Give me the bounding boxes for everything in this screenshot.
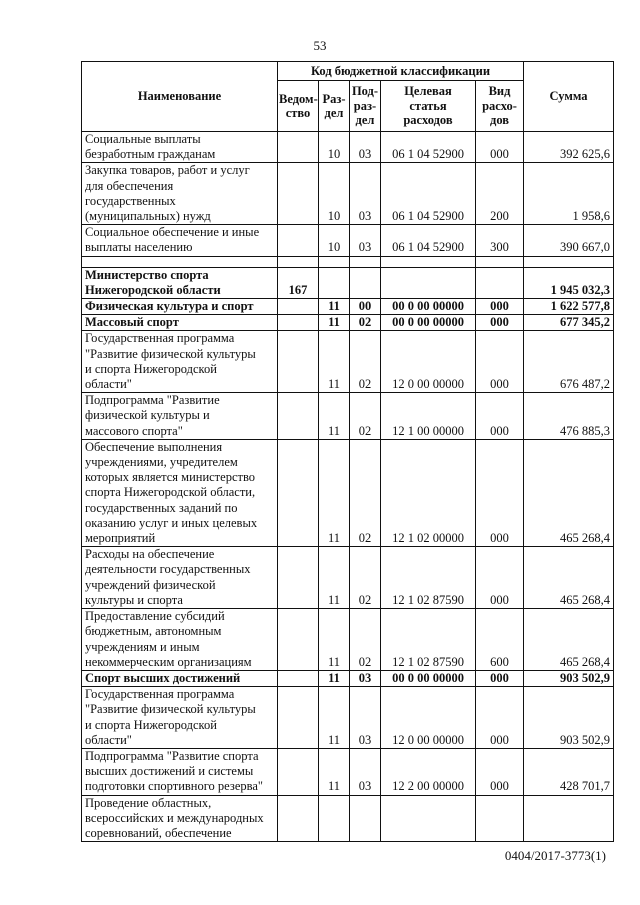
spacer-cell [278, 256, 319, 267]
header-sum: Сумма [524, 62, 614, 132]
row-name: Физическая культура и спорт [82, 299, 278, 315]
header-target-article: Целевая статья расходов [381, 81, 476, 132]
row-vedomstvo [278, 748, 319, 795]
row-vedomstvo [278, 225, 319, 256]
row-expense-type: 000 [476, 315, 524, 331]
row-sum: 392 625,6 [524, 132, 614, 163]
header-podrazdel: Под- раз- дел [350, 81, 381, 132]
row-target-article: 06 1 04 52900 [381, 163, 476, 225]
row-vedomstvo: 167 [278, 267, 319, 298]
row-sum: 465 268,4 [524, 439, 614, 546]
row-name: Предоставление субсидий бюджетным, автономным учреждениям и иным некоммерческим организациям [82, 609, 278, 671]
row-podrazdel [350, 795, 381, 842]
row-name: Подпрограмма "Развитие спорта высших достижений и системы подготовки спортивного резерва" [82, 748, 278, 795]
row-sum: 677 345,2 [524, 315, 614, 331]
row-target-article: 12 1 02 87590 [381, 547, 476, 609]
row-sum: 476 885,3 [524, 393, 614, 440]
table-row [82, 439, 614, 546]
row-razdel [319, 267, 350, 298]
row-podrazdel: 02 [350, 439, 381, 546]
row-expense-type: 000 [476, 547, 524, 609]
row-expense-type: 000 [476, 748, 524, 795]
row-razdel: 11 [319, 748, 350, 795]
row-podrazdel: 03 [350, 687, 381, 749]
row-podrazdel: 03 [350, 225, 381, 256]
row-expense-type: 000 [476, 439, 524, 546]
table-row [82, 163, 614, 225]
row-vedomstvo [278, 299, 319, 315]
budget-table [81, 61, 614, 842]
row-name: Государственная программа "Развитие физической культуры и спорта Нижегородской области" [82, 687, 278, 749]
table-row [82, 547, 614, 609]
row-name: Государственная программа "Развитие физической культуры и спорта Нижегородской области" [82, 331, 278, 393]
row-sum: 903 502,9 [524, 687, 614, 749]
header-expense-type: Вид расхо- дов [476, 81, 524, 132]
table-row [82, 132, 614, 163]
table-row [82, 393, 614, 440]
row-sum: 903 502,9 [524, 670, 614, 686]
row-vedomstvo [278, 670, 319, 686]
row-sum: 428 701,7 [524, 748, 614, 795]
table-row [82, 331, 614, 393]
header-name: Наименование [82, 62, 278, 132]
row-sum: 1 622 577,8 [524, 299, 614, 315]
row-razdel: 11 [319, 299, 350, 315]
row-target-article: 00 0 00 00000 [381, 315, 476, 331]
header-budget-classification: Код бюджетной классификации [278, 62, 524, 81]
spacer-cell [381, 256, 476, 267]
row-vedomstvo [278, 547, 319, 609]
row-podrazdel: 03 [350, 748, 381, 795]
row-razdel [319, 795, 350, 842]
row-target-article: 00 0 00 00000 [381, 670, 476, 686]
row-expense-type: 300 [476, 225, 524, 256]
row-target-article [381, 267, 476, 298]
row-name: Социальное обеспечение и иные выплаты населению [82, 225, 278, 256]
spacer-cell [319, 256, 350, 267]
row-podrazdel: 02 [350, 609, 381, 671]
row-expense-type [476, 267, 524, 298]
row-razdel: 11 [319, 687, 350, 749]
row-target-article: 12 2 00 00000 [381, 748, 476, 795]
row-name: Массовый спорт [82, 315, 278, 331]
row-sum: 465 268,4 [524, 547, 614, 609]
row-expense-type: 000 [476, 670, 524, 686]
row-target-article: 00 0 00 00000 [381, 299, 476, 315]
row-sum: 676 487,2 [524, 331, 614, 393]
row-expense-type [476, 795, 524, 842]
table-row [82, 670, 614, 686]
row-podrazdel: 02 [350, 547, 381, 609]
row-podrazdel: 02 [350, 331, 381, 393]
row-razdel: 11 [319, 609, 350, 671]
table-row [82, 748, 614, 795]
document-code: 0404/2017-3773(1) [504, 848, 606, 863]
row-podrazdel: 00 [350, 299, 381, 315]
page-number: 53 [313, 38, 327, 53]
table-row [82, 687, 614, 749]
row-vedomstvo [278, 439, 319, 546]
row-podrazdel: 03 [350, 132, 381, 163]
row-podrazdel [350, 267, 381, 298]
spacer-cell [350, 256, 381, 267]
row-sum [524, 795, 614, 842]
spacer-row [82, 256, 614, 267]
row-razdel: 11 [319, 315, 350, 331]
row-target-article: 12 1 00 00000 [381, 393, 476, 440]
row-expense-type: 000 [476, 393, 524, 440]
row-podrazdel: 03 [350, 163, 381, 225]
row-sum: 1 958,6 [524, 163, 614, 225]
row-name: Социальные выплаты безработным гражданам [82, 132, 278, 163]
row-name: Министерство спорта Нижегородской области [82, 267, 278, 298]
spacer-cell [524, 256, 614, 267]
row-vedomstvo [278, 315, 319, 331]
row-vedomstvo [278, 393, 319, 440]
row-target-article [381, 795, 476, 842]
row-razdel: 11 [319, 439, 350, 546]
row-razdel: 10 [319, 132, 350, 163]
row-target-article: 12 0 00 00000 [381, 331, 476, 393]
spacer-cell [476, 256, 524, 267]
header-razdel: Раз- дел [319, 81, 350, 132]
row-sum: 465 268,4 [524, 609, 614, 671]
row-vedomstvo [278, 609, 319, 671]
row-expense-type: 000 [476, 331, 524, 393]
row-name: Обеспечение выполнения учреждениями, учредителем которых является министерство спорта Нижегородской области, государственных заданий по оказанию услуг и иных целевых мероприятий [82, 439, 278, 546]
table-row [82, 299, 614, 315]
row-vedomstvo [278, 795, 319, 842]
row-vedomstvo [278, 163, 319, 225]
spacer-cell [82, 256, 278, 267]
row-target-article: 06 1 04 52900 [381, 132, 476, 163]
row-sum: 1 945 032,3 [524, 267, 614, 298]
row-vedomstvo [278, 687, 319, 749]
row-target-article: 12 1 02 00000 [381, 439, 476, 546]
row-expense-type: 200 [476, 163, 524, 225]
row-podrazdel: 03 [350, 670, 381, 686]
table-row [82, 267, 614, 298]
table-row [82, 609, 614, 671]
table-row [82, 225, 614, 256]
row-expense-type: 000 [476, 299, 524, 315]
row-target-article: 06 1 04 52900 [381, 225, 476, 256]
row-expense-type: 000 [476, 132, 524, 163]
table-body [82, 132, 614, 842]
row-razdel: 10 [319, 225, 350, 256]
row-sum: 390 667,0 [524, 225, 614, 256]
row-name: Подпрограмма "Развитие физической культуры и массового спорта" [82, 393, 278, 440]
row-expense-type: 000 [476, 687, 524, 749]
row-vedomstvo [278, 132, 319, 163]
row-name: Спорт высших достижений [82, 670, 278, 686]
row-razdel: 11 [319, 393, 350, 440]
row-name: Расходы на обеспечение деятельности государственных учреждений физической культуры и спорта [82, 547, 278, 609]
row-target-article: 12 0 00 00000 [381, 687, 476, 749]
row-name: Проведение областных, всероссийских и международных соревнований, обеспечение [82, 795, 278, 842]
row-expense-type: 600 [476, 609, 524, 671]
row-name: Закупка товаров, работ и услуг для обеспечения государственных (муниципальных) нужд [82, 163, 278, 225]
table-row [82, 315, 614, 331]
row-razdel: 11 [319, 331, 350, 393]
table-row [82, 795, 614, 842]
row-target-article: 12 1 02 87590 [381, 609, 476, 671]
row-razdel: 11 [319, 547, 350, 609]
row-razdel: 11 [319, 670, 350, 686]
row-razdel: 10 [319, 163, 350, 225]
row-podrazdel: 02 [350, 315, 381, 331]
row-podrazdel: 02 [350, 393, 381, 440]
row-vedomstvo [278, 331, 319, 393]
header-vedomstvo: Ведом- ство [278, 81, 319, 132]
